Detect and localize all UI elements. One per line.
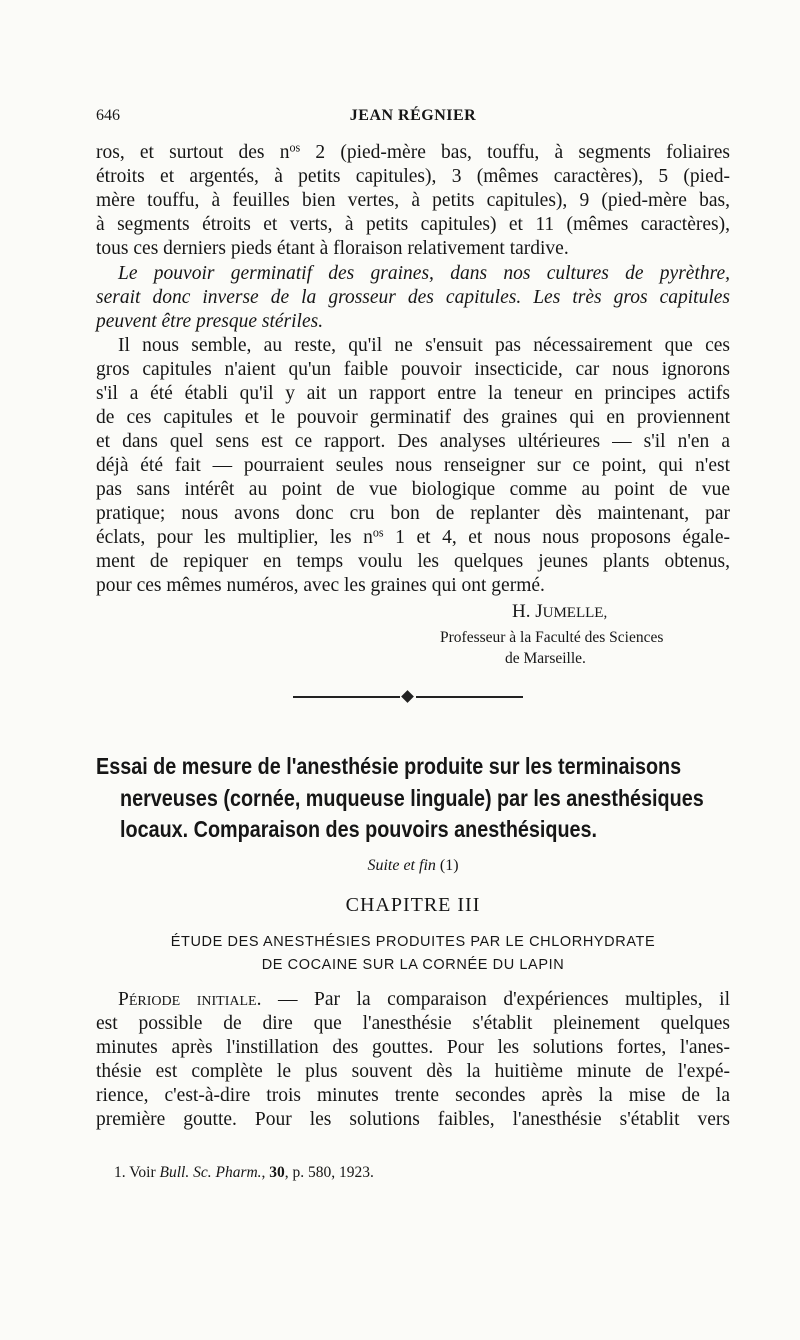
section-heading: DE COCAINE SUR LA CORNÉE DU LAPIN (261, 957, 565, 973)
run-in-heading: Période initiale. (118, 989, 262, 1010)
chapter-heading: CHAPITRE III (345, 894, 481, 916)
ornament-rule (416, 696, 523, 698)
ornament-rule (293, 696, 400, 698)
page-number: 646 (96, 107, 120, 124)
text-line: peuvent être presque stériles. (96, 311, 324, 332)
text-line: Période initiale. — Par la comparaison d'expériences multiples, il (118, 989, 730, 1010)
text-line: première goutte. Pour les solutions faibles, l'anesthésie s'établit vers (96, 1109, 730, 1130)
text-line: de ces capitules et le pouvoir germinatif des graines qui en proviennent (96, 407, 730, 428)
author-affiliation: Professeur à la Faculté des Sciences (440, 629, 664, 646)
text-line: Il nous semble, au reste, qu'il ne s'ensuit pas nécessairement que ces (118, 335, 730, 356)
text-line: Le pouvoir germinatif des graines, dans nos cultures de pyrèthre, (118, 263, 730, 284)
author-signature: H. JUMELLE, (512, 601, 608, 622)
text-line: thésie est complète le plus souvent dès la huitième minute de l'expé- (96, 1061, 730, 1082)
text-line: s'il a été établi qu'il y ait un rapport entre la teneur en principes actifs (96, 383, 730, 404)
text-line: pratique; nous avons donc cru bon de replanter dès maintenant, par (96, 503, 730, 524)
running-head (96, 104, 730, 128)
author-affiliation: de Marseille. (505, 650, 586, 667)
article-title: nerveuses (cornée, muqueuse linguale) par les anesthésiques (120, 785, 704, 811)
text-line: gros capitules n'aient qu'un faible pouvoir insecticide, car nous ignorons (96, 359, 730, 380)
section-ornament (293, 688, 523, 706)
article-title: Essai de mesure de l'anesthésie produite sur les terminaisons (96, 753, 682, 779)
text-line: mère touffu, à feuilles bien vertes, à petits capitules), 9 (pied-mère bas, (96, 190, 730, 211)
footnote: 1. Voir Bull. Sc. Pharm., 30, p. 580, 1923. (114, 1164, 374, 1181)
article-title: locaux. Comparaison des pouvoirs anesthésiques. (120, 816, 598, 842)
text-line: à segments étroits et verts, à petits capitules) et 11 (mêmes caractères), (96, 214, 730, 235)
text-line: serait donc inverse de la grosseur des capitules. Les très gros capitules (96, 287, 730, 308)
text-line: étroits et argentés, à petits capitules), 3 (mêmes caractères), 5 (pied- (96, 166, 730, 187)
text-line: éclats, pour les multiplier, les $n^{os}$ 1 et 4, et nous nous proposons égale- (96, 525, 730, 548)
continuation-note: Suite et fin (1) (367, 857, 459, 874)
text-line: ros, et surtout des $n^{os}$ 2 (pied-mère bas, touffu, à segments foliaires (96, 140, 730, 163)
text-line: déjà été fait — pourraient seules nous renseigner sur ce point, qui n'est (96, 455, 730, 476)
text-line: rience, c'est-à-dire trois minutes trente secondes après la mise de la (96, 1085, 730, 1106)
running-title: JEAN RÉGNIER (349, 107, 477, 124)
text-line: est possible de dire que l'anesthésie s'établit pleinement quelques (96, 1013, 730, 1034)
text-line: ment de repiquer en temps voulu les quelques jeunes plants obtenus, (96, 551, 730, 572)
section-heading: ÉTUDE DES ANESTHÉSIES PRODUITES PAR LE CHLORHYDRATE (170, 934, 656, 950)
text-line: et dans quel sens est ce rapport. Des analyses ultérieures — s'il n'en a (96, 431, 730, 452)
diamond-icon (401, 690, 414, 703)
text-line: minutes après l'instillation des gouttes. Pour les solutions fortes, l'anes- (96, 1037, 730, 1058)
text-line: pour ces mêmes numéros, avec les graines qui ont germé. (96, 575, 545, 596)
text-line: tous ces derniers pieds étant à floraison relativement tardive. (96, 238, 569, 259)
text-line: pas sans intérêt au point de vue biologique comme au point de vue (96, 479, 730, 500)
